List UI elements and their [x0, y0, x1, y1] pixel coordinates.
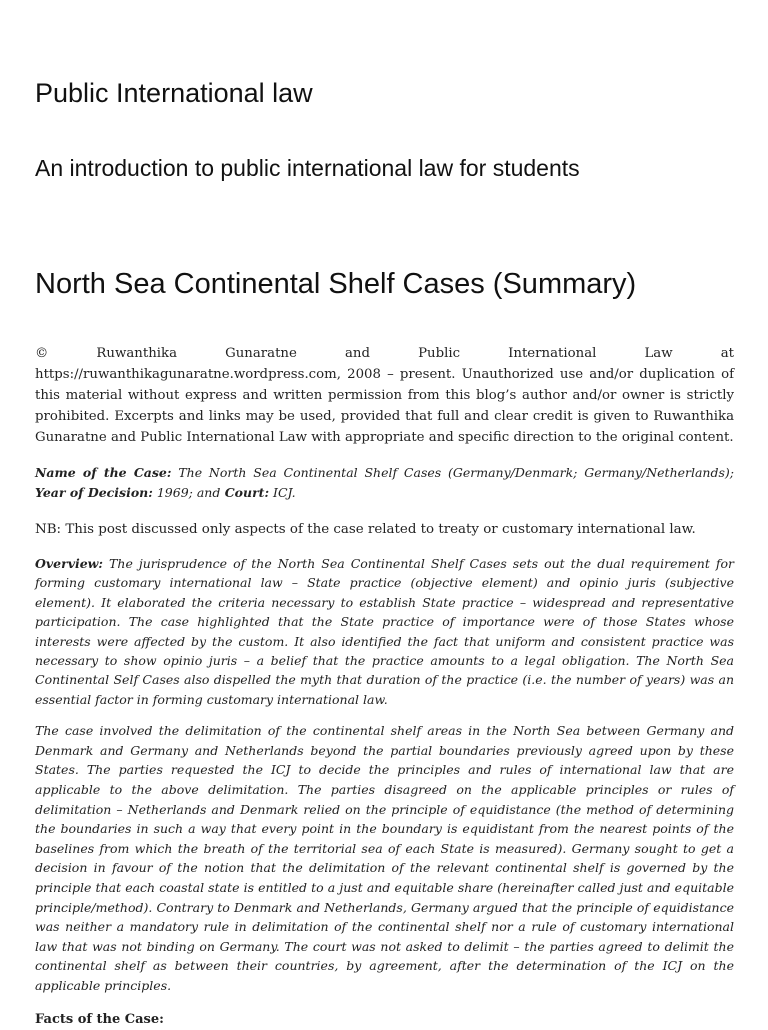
year-label: Year of Decision: [35, 485, 153, 500]
post-title: North Sea Continental Shelf Cases (Summary) [35, 268, 637, 300]
case-name-label: Name of the Case: [35, 465, 172, 480]
copyright-notice: © Ruwanthika Gunaratne and Public International Law at https://ruwanthikagunaratne.wordpress.com, 2008 – present. Unauthorized use and/or duplication of this material without express and written permission from this blog’s author and/or owner is strictly prohibited. Excerpts and links may be used, provided that full and clear credit is given to Ruwanthika Gunaratne and Public International Law with appropriate and specific direction to the original content. [35, 346, 734, 445]
blog-title: Public International law [35, 78, 313, 108]
court-value: ICJ. [269, 485, 296, 500]
blog-tagline: An introduction to public international law for students [35, 155, 580, 181]
facts-heading: Facts of the Case: [35, 1011, 164, 1027]
overview-paragraph [35, 554, 734, 709]
case-details [35, 463, 734, 503]
overview-text: The jurisprudence of the North Sea Continental Shelf Cases sets out the dual requirement for forming customary international law – State practice (objective element) and opinio juris (subjective element). It elaborated the criteria necessary to establish State practice – widespread and representative participation. The case highlighted that the State practice of importance were of those States whose interests were affected by the custom. It also identified the fact that uniform and consistent practice was necessary to show opinio juris – a belief that the practice amounts to a legal obligation. The North Sea Continental Self Cases also dispelled the myth that duration of the practice (i.e. the number of years) was an essential factor in forming customary international law. [35, 556, 734, 707]
background-paragraph: The case involved the delimitation of the continental shelf areas in the North Sea between Germany and Denmark and Germany and Netherlands beyond the partial boundaries previously agreed upon by these States. The parties requested the ICJ to decide the principles and rules of international law that are applicable to the above delimitation. The parties disagreed on the applicable principles or rules of delimitation – Netherlands and Denmark relied on the principle of equidistance (the method of determining the boundaries in such a way that every point in the boundary is equidistant from the nearest points of the baselines from which the breath of the territorial sea of each State is measured). Germany sought to get a decision in favour of the notion that the delimitation of the relevant continental shelf is governed by the principle that each coastal state is entitled to a just and equitable share (hereinafter called just and equitable principle/method). Contrary to Denmark and Netherlands, Germany argued that the principle of equidistance was neither a mandatory rule in delimitation of the continental shelf nor a rule of customary international law that was not binding on Germany. The court was not asked to delimit – the parties agreed to delimit the continental shelf as between their countries, by agreement, after the determination of the ICJ on the applicable principles. [35, 723, 734, 993]
case-name-value: The North Sea Continental Shelf Cases (Germany/Denmark; Germany/Netherlands); [171, 465, 734, 480]
nb-note: NB: This post discussed only aspects of the case related to treaty or customary international law. [35, 522, 696, 537]
post-body [35, 343, 734, 1030]
court-label: Court: [220, 485, 270, 500]
year-value: 1969; and [152, 485, 221, 500]
overview-label: Overview: [35, 556, 104, 571]
